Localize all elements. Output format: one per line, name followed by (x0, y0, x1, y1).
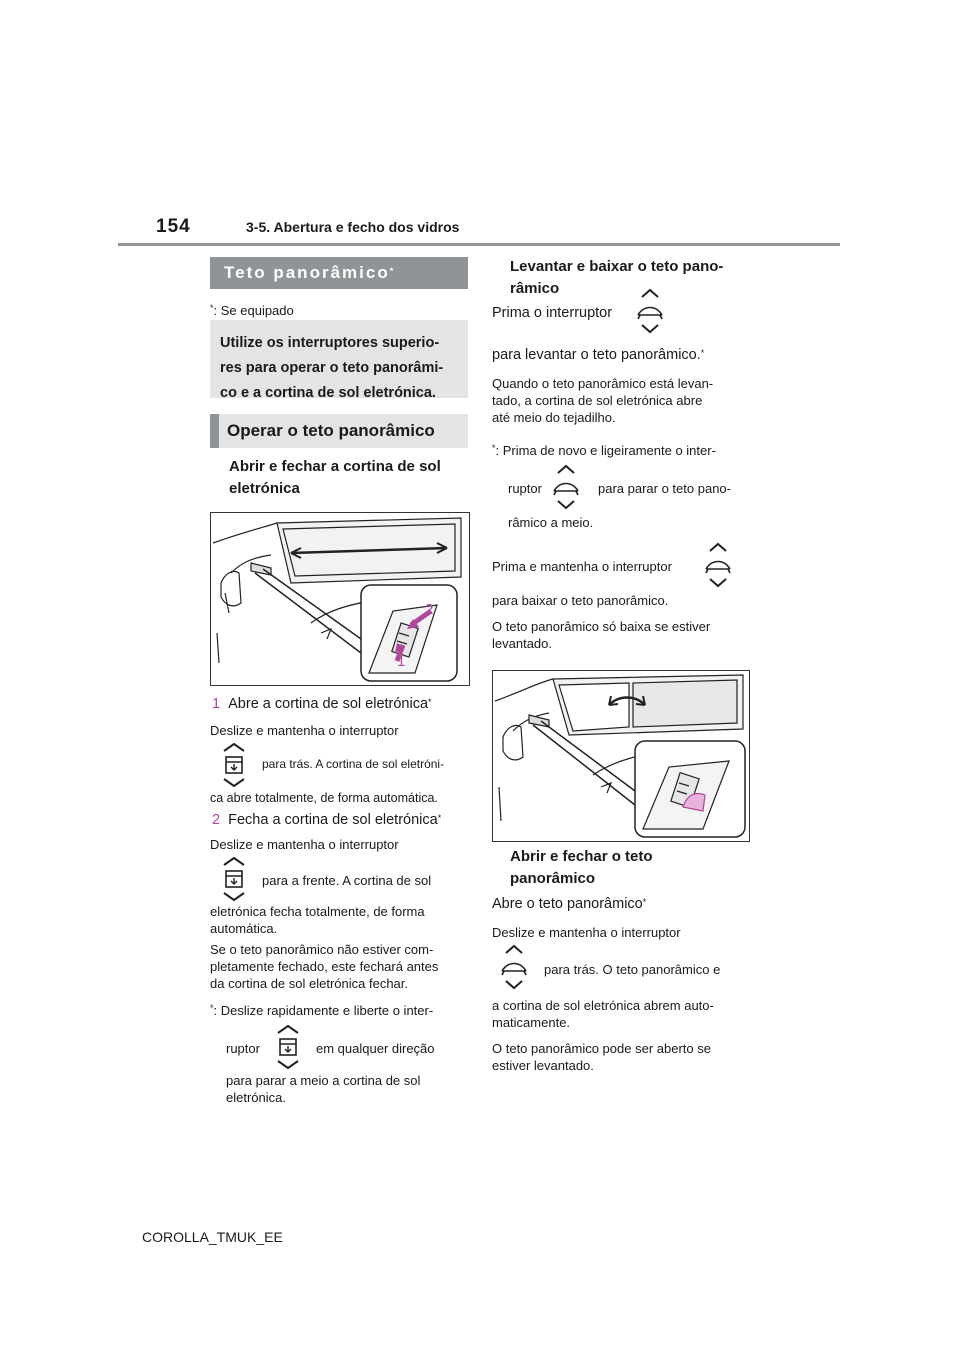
subsection-title-tilt (510, 256, 723, 300)
right-note-stop: para parar o teto pano- (598, 481, 731, 496)
right-note-ruptor: ruptor (508, 481, 542, 496)
roof-tilt-switch-icon (698, 542, 738, 588)
right-p6b: para trás. O teto panorâmico e (544, 962, 721, 977)
p2-line: até meio do tejadilho. (492, 410, 616, 425)
p2-line: tado, a cortina de sol eletrónica abre (492, 393, 703, 408)
note-star: * (210, 1003, 214, 1013)
intro-line: Utilize os interruptores superio- (220, 335, 440, 351)
step-2-text: Fecha a cortina de sol eletrónica (228, 812, 438, 828)
step-2-desc-5: Se o teto panorâmico não estiver com- (210, 942, 434, 957)
equipped-marker: * (389, 266, 396, 276)
title-line: panorâmico (510, 870, 596, 887)
p4-line: levantado. (492, 636, 552, 651)
intro-line: res para operar o teto panorâmi- (220, 360, 444, 376)
right-note-line-1 (492, 442, 716, 459)
step-1-star: * (428, 697, 432, 707)
subsection-title-sunshade (229, 456, 441, 500)
p5-star: * (642, 897, 647, 907)
section-title-bar (210, 257, 468, 289)
sunshade-switch-icon (214, 856, 254, 902)
equipped-note-text: : Se equipado (213, 303, 294, 318)
roof-tilt-switch-icon (630, 288, 670, 334)
right-p5 (492, 894, 646, 914)
step-1-number: 1 (212, 696, 221, 712)
equipped-note (210, 302, 294, 319)
sub-heading: Operar o teto panorâmico (210, 414, 468, 448)
note-text: : Deslize rapidamente e liberte o inter- (213, 1003, 434, 1018)
note-star: * (210, 303, 214, 313)
intro-box (210, 320, 468, 401)
figure-label-2: 2 (425, 601, 434, 618)
step-2 (212, 810, 441, 830)
right-p6d: maticamente. (492, 1015, 571, 1030)
right-p1a: Prima o interruptor (492, 305, 613, 321)
left-note-line-1 (210, 1002, 433, 1019)
sunshade-drawing (211, 513, 469, 685)
p7-line: O teto panorâmico pode ser aberto se (492, 1041, 711, 1056)
right-p3b: para baixar o teto panorâmico. (492, 593, 669, 608)
right-p6a: Deslize e mantenha o interruptor (492, 925, 681, 940)
right-p1b (492, 345, 704, 365)
header-divider (118, 243, 840, 246)
step-1 (212, 694, 432, 714)
sunshade-illustration (210, 512, 470, 686)
footer-model: COROLLA_TMUK_EE (142, 1229, 283, 1245)
step-2-desc-6: pletamente fechado, este fechará antes (210, 959, 439, 974)
title-line: râmico (510, 280, 560, 297)
right-p7 (492, 1040, 711, 1074)
right-p6c: a cortina de sol eletrónica abrem auto- (492, 998, 714, 1013)
roof-drawing (493, 671, 749, 841)
roof-slide-illustration (492, 670, 750, 842)
step-1-desc-2: para trás. A cortina de sol eletróni- (262, 757, 445, 771)
step-2-desc-3: eletrónica fecha totalmente, de forma (210, 904, 425, 919)
left-note-ruptor: ruptor (226, 1041, 260, 1056)
roof-tilt-switch-icon (546, 464, 586, 510)
step-1-text: Abre a cortina de sol eletrónica (228, 696, 429, 712)
right-p4 (492, 618, 710, 652)
note-star: * (492, 443, 496, 453)
left-note-direction: em qualquer direção (316, 1041, 435, 1056)
intro-line: co e a cortina de sol eletrónica. (220, 385, 436, 401)
sunshade-switch-icon (214, 742, 254, 788)
step-2-desc-7: da cortina de sol eletrónica fechar. (210, 976, 409, 991)
title-line: eletrónica (229, 480, 300, 497)
right-note-line-3: râmico a meio. (508, 515, 594, 530)
section-title: Teto panorâmico (224, 263, 390, 282)
p1b-star: * (700, 348, 705, 358)
step-1-desc-1: Deslize e mantenha o interruptor (210, 723, 399, 738)
p5-text: Abre o teto panorâmico (492, 896, 643, 912)
section-heading: 3-5. Abertura e fecho dos vidros (246, 219, 460, 235)
title-line: Abrir e fechar o teto (510, 848, 653, 865)
step-1-desc-3: ca abre totalmente, de forma automática. (210, 791, 438, 805)
right-p3a: Prima e mantenha o interruptor (492, 559, 672, 574)
page-number: 154 (156, 216, 191, 237)
left-note-line-4: eletrónica. (226, 1090, 286, 1105)
sunshade-switch-icon (268, 1024, 308, 1070)
right-p2 (492, 375, 713, 426)
subsection-title-open (510, 846, 653, 890)
title-line: Levantar e baixar o teto pano- (510, 258, 724, 275)
note-text: : Prima de novo e ligeiramente o inter- (495, 443, 716, 458)
step-2-desc-1: Deslize e mantenha o interruptor (210, 837, 399, 852)
roof-slide-switch-icon (494, 944, 534, 990)
step-2-number: 2 (212, 812, 221, 828)
step-2-desc-4: automática. (210, 921, 278, 936)
left-note-line-3: para parar a meio a cortina de sol (226, 1073, 421, 1088)
step-2-star: * (437, 813, 442, 823)
p1b-text: para levantar o teto panorâmico. (492, 347, 701, 363)
figure-label-1: 1 (397, 653, 406, 670)
p4-line: O teto panorâmico só baixa se estiver (492, 619, 711, 634)
p7-line: estiver levantado. (492, 1058, 594, 1073)
p2-line: Quando o teto panorâmico está levan- (492, 376, 714, 391)
step-2-desc-2: para a frente. A cortina de sol (262, 873, 432, 888)
title-line: Abrir e fechar a cortina de sol (229, 458, 441, 475)
